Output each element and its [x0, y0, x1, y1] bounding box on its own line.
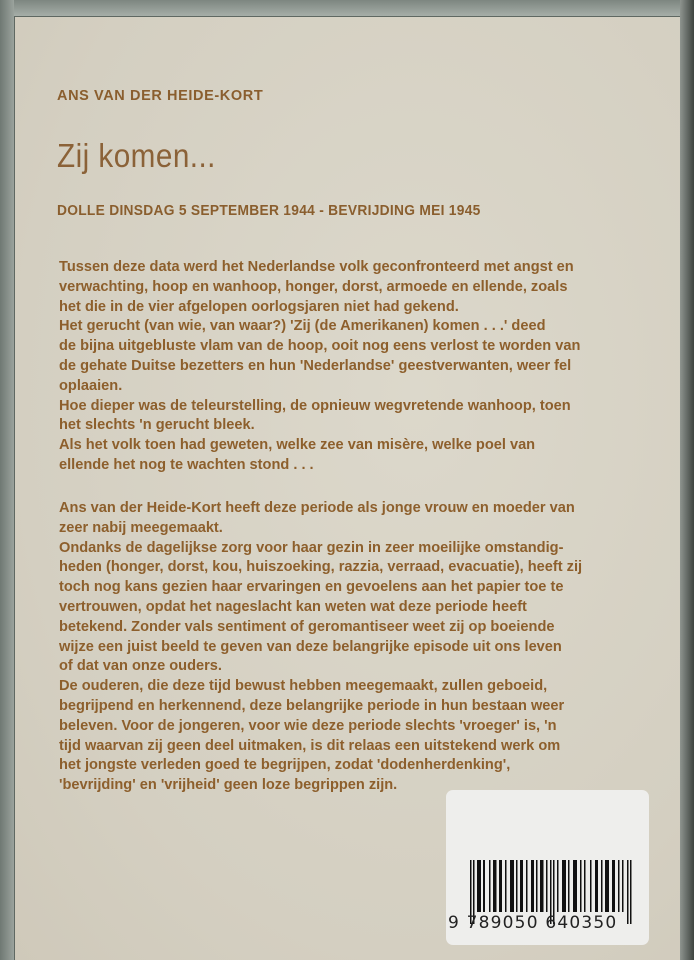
blurb-line: of dat van onze ouders. [59, 658, 222, 675]
blurb-line: oplaaien. [59, 377, 123, 394]
blurb-line: Tussen deze data werd het Nederlandse volk geconfronteerd met angst en [59, 259, 574, 275]
isbn-number: 9 789050 640350 [448, 913, 618, 933]
blurb-line: 'bevrijding' en 'vrijheid' geen loze begrippen zijn. [59, 777, 398, 794]
blurb-paragraph-2 [59, 499, 659, 796]
blurb-line: betekend. Zonder vals sentiment of geromantiseer weet zij op boeiende [59, 618, 555, 635]
blurb-line: het slechts 'n gerucht bleek. [59, 417, 255, 434]
blurb-paragraph-1 [59, 258, 659, 476]
book-right-edge [680, 0, 694, 960]
blurb-line: heden (honger, dorst, kou, huiszoeking, razzia, verraad, evacuatie), heeft zij [59, 559, 583, 576]
blurb-line: het jongste verleden goed te begrijpen, zodat 'dodenherdenking', [59, 757, 511, 774]
blurb-line: De ouderen, die deze tijd bewust hebben meegemaakt, zullen geboeid, [59, 678, 548, 695]
blurb-line: ellende het nog te wachten stond . . . [59, 456, 314, 473]
blurb-line: beleven. Voor de jongeren, voor wie deze periode slechts 'vroeger' is, 'n [59, 717, 557, 734]
blurb-line: Als het volk toen had geweten, welke zee van misère, welke poel van [59, 437, 536, 454]
blurb-line: het die in de vier afgelopen oorlogsjaren niet had gekend. [59, 298, 459, 315]
blurb-line: Het gerucht (van wie, van waar?) 'Zij (de Amerikanen) komen . . .' deed [59, 318, 546, 335]
book-subtitle: DOLLE DINSDAG 5 SEPTEMBER 1944 - BEVRIJDING MEI 1945 [57, 203, 481, 219]
book-left-edge [0, 0, 14, 960]
blurb-line: toch nog kans gezien haar ervaringen en gevoelens aan het papier toe te [59, 579, 564, 596]
blurb-line: verwachting, hoop en wanhoop, honger, dorst, armoede en ellende, zoals [59, 278, 568, 295]
blurb-line: Ans van der Heide-Kort heeft deze periode als jonge vrouw en moeder van [59, 500, 575, 516]
blurb-line: Hoe dieper was de teleurstelling, de opnieuw wegvretende wanhoop, toen [59, 397, 571, 414]
blurb-line: vertrouwen, opdat het nageslacht kan weten wat deze periode heeft [59, 598, 527, 615]
blurb-line: zeer nabij meegemaakt. [59, 519, 223, 536]
blurb-line: de gehate Duitse bezetters en hun 'Nederlandse' geestverwanten, weer fel [59, 357, 572, 374]
blurb-line: wijze een juist beeld te geven van deze belangrijke episode uit ons leven [59, 638, 562, 655]
author-name: ANS VAN DER HEIDE-KORT [57, 88, 264, 104]
blurb-line: begrijpend en herkennend, deze belangrijke periode in hun bestaan weer [59, 697, 565, 714]
barcode-sticker [446, 790, 649, 945]
blurb-line: tijd waarvan zij geen deel uitmaken, is dit relaas een uitstekend werk om [59, 737, 561, 754]
blurb-line: de bijna uitgebluste vlam van de hoop, ooit nog eens verlost te worden van [59, 338, 581, 355]
blurb-line: Ondanks de dagelijkse zorg voor haar gezin in zeer moeilijke omstandig- [59, 539, 564, 556]
book-title: Zij komen... [57, 137, 216, 174]
book-top-edge [0, 0, 694, 16]
